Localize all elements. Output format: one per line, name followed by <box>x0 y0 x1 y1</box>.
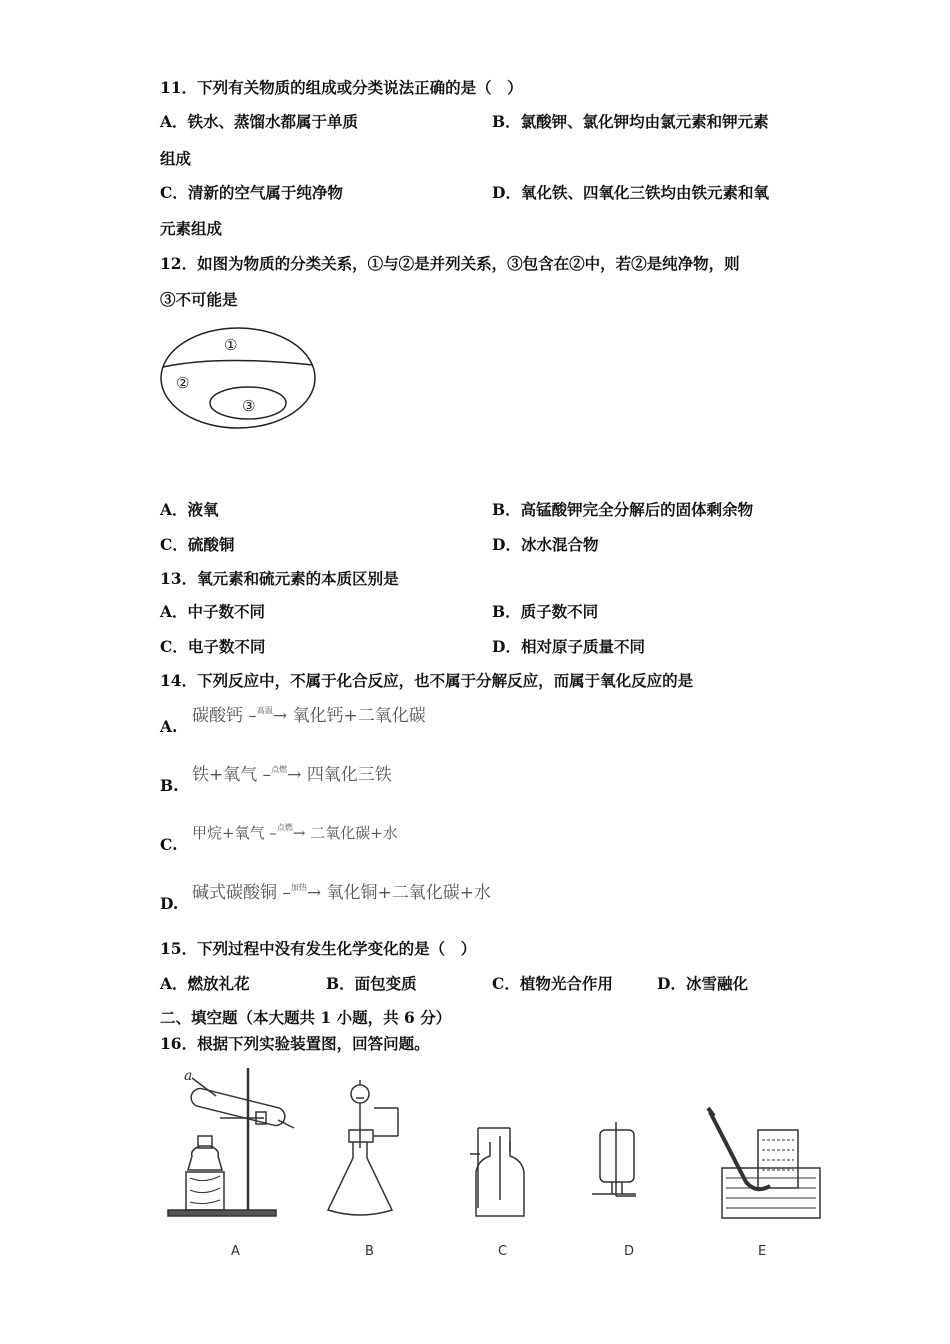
q14-stem: 14．下列反应中，不属于化合反应，也不属于分解反应，而属于氧化反应的是 <box>160 671 694 690</box>
q15-option-a: A．燃放礼花 <box>160 974 250 993</box>
q13-option-b: B．质子数不同 <box>492 602 599 621</box>
condition: 点燃 <box>271 765 288 774</box>
product: 氧化钙+二氧化碳 <box>292 706 426 726</box>
apparatus-b <box>328 1080 398 1215</box>
q16-stem: 16．根据下列实验装置图，回答问题。 <box>160 1034 430 1053</box>
classification-venn-diagram <box>158 325 328 435</box>
q12-stem: 12．如图为物质的分类关系，①与②是并列关系，③包含在②中，若②是纯净物，则 <box>160 254 740 273</box>
label-1: ① <box>224 336 238 354</box>
q12-option-a: A．液氧 <box>160 500 219 519</box>
product: 二氧化碳+水 <box>310 824 398 842</box>
label-3: ③ <box>242 397 256 415</box>
reactant: 碳酸钙 <box>192 706 243 726</box>
q15-option-b: B．面包变质 <box>326 974 417 993</box>
arrow-head: → <box>292 824 306 842</box>
q13-option-a: A．中子数不同 <box>160 602 266 621</box>
arrow: – <box>269 824 277 842</box>
condition: 点燃 <box>276 823 293 832</box>
apparatus-e <box>708 1108 820 1218</box>
q14-option-c-letter: C. <box>160 835 178 854</box>
q11-option-b: B．氯酸钾、氯化钾均由氯元素和钾元素 <box>492 112 769 131</box>
q14-option-c-equation <box>192 822 398 847</box>
q15-stem: 15．下列过程中没有发生化学变化的是（ ） <box>160 939 477 958</box>
apparatus-c <box>470 1128 524 1216</box>
q12-option-d: D．冰水混合物 <box>492 535 599 554</box>
q14-option-b-letter: B. <box>160 776 179 795</box>
apparatus-figure <box>160 1060 830 1230</box>
q12-option-c: C．硫酸铜 <box>160 535 235 554</box>
arrow: – <box>262 765 272 785</box>
arrow-head: → <box>272 706 288 726</box>
section-heading: 二、填空题（本大题共 1 小题，共 6 分） <box>160 1008 452 1027</box>
q14-option-d-letter: D. <box>160 894 179 913</box>
reactant: 铁+氧气 <box>192 765 258 785</box>
condition: 加热 <box>290 883 307 892</box>
q14-option-d-equation <box>192 882 491 907</box>
q14-option-a-equation <box>192 705 426 730</box>
q12-option-b: B．高锰酸钾完全分解后的固体剩余物 <box>492 500 754 519</box>
q11-stem: 11．下列有关物质的组成或分类说法正确的是（ ） <box>160 78 523 97</box>
q11-option-a: A．铁水、蒸馏水都属于单质 <box>160 112 359 131</box>
product: 氧化铜+二氧化碳+水 <box>326 883 492 903</box>
q11-option-d: D．氧化铁、四氧化三铁均由铁元素和氧 <box>492 183 769 202</box>
q13-stem: 13．氧元素和硫元素的本质区别是 <box>160 569 399 588</box>
q11-option-c: C．清新的空气属于纯净物 <box>160 183 343 202</box>
apparatus-d <box>592 1122 636 1196</box>
condition: 高温 <box>256 706 273 715</box>
divider-curve <box>163 360 313 367</box>
reactant: 碱式碳酸铜 <box>192 883 277 903</box>
q11-option-b-cont: 组成 <box>160 149 192 168</box>
q12-stem-cont: ③不可能是 <box>160 290 238 309</box>
reactant: 甲烷+氧气 <box>192 824 265 842</box>
arrow: – <box>282 883 291 903</box>
q11-option-d-cont: 元素组成 <box>160 219 223 238</box>
figure-label-d: D <box>624 1244 635 1259</box>
arrow-head: → <box>306 883 322 903</box>
q14-option-a-letter: A. <box>160 717 178 736</box>
figure-label-a: A <box>231 1244 240 1259</box>
figure-label-e: E <box>758 1244 767 1259</box>
q14-option-b-equation <box>192 764 392 789</box>
q13-option-d: D．相对原子质量不同 <box>492 637 645 656</box>
arrow: – <box>248 706 257 726</box>
figure-label-b: B <box>365 1244 374 1259</box>
product: 四氧化三铁 <box>306 765 392 785</box>
label-a-small: a <box>184 1068 193 1084</box>
arrow-head: → <box>287 765 302 785</box>
q13-option-c: C．电子数不同 <box>160 637 266 656</box>
apparatus-a <box>168 1068 294 1216</box>
q15-option-d: D．冰雪融化 <box>657 974 748 993</box>
q15-option-c: C．植物光合作用 <box>492 974 613 993</box>
label-2: ② <box>176 374 190 392</box>
figure-label-c: C <box>498 1244 508 1259</box>
